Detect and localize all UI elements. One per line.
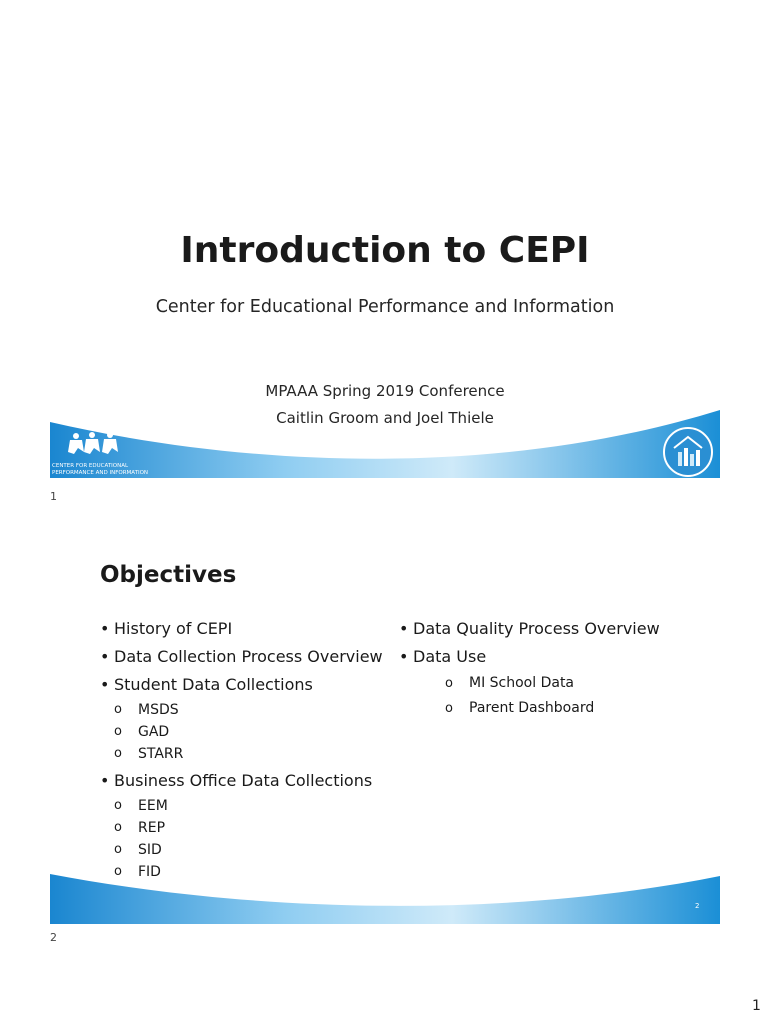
objective-label: History of CEPI <box>114 619 233 638</box>
objective-label: Student Data Collections <box>114 675 313 694</box>
objectives-right-list <box>399 615 660 721</box>
cepi-logo-icon <box>58 430 128 464</box>
slide2-footer-band <box>50 872 720 924</box>
list-item <box>100 671 383 765</box>
page-number: 1 <box>752 998 761 1014</box>
school-data-emblem-icon <box>662 426 714 478</box>
slide1-footer-band <box>50 408 720 480</box>
objective-label: Data Use <box>413 647 487 666</box>
conference-name: MPAAA Spring 2019 Conference <box>265 382 505 400</box>
sub-item: o STARR <box>100 743 383 765</box>
slide1-number: 1 <box>50 490 57 503</box>
sub-item: o REP <box>100 817 383 839</box>
cepi-logo-text <box>52 463 148 477</box>
sub-list <box>399 671 660 721</box>
sub-item: o SID <box>100 839 383 861</box>
objectives-left-list <box>100 615 383 883</box>
sub-item: o FID <box>100 861 383 883</box>
sub-item: o EEM <box>100 795 383 817</box>
sub-list <box>100 795 383 883</box>
list-item <box>100 643 383 671</box>
slide1-subtitle: Center for Educational Performance and Information <box>155 297 615 317</box>
sub-item: o Parent Dashboard <box>399 696 660 721</box>
logo-text-line1: CENTER FOR EDUCATIONAL <box>52 463 129 469</box>
list-item <box>100 615 383 643</box>
sub-item: o MI School Data <box>399 671 660 696</box>
sub-item: o MSDS <box>100 699 383 721</box>
list-item <box>100 767 383 883</box>
presenters: Caitlin Groom and Joel Thiele <box>276 409 494 427</box>
slide2-inner-number: 2 <box>695 902 700 910</box>
slide1-title: Introduction to CEPI <box>180 230 590 271</box>
objective-label: Business Office Data Collections <box>114 771 373 790</box>
list-item <box>399 615 660 643</box>
objective-label: Data Quality Process Overview <box>413 619 660 638</box>
logo-text-line2: PERFORMANCE AND INFORMATION <box>52 470 149 476</box>
sub-item: o GAD <box>100 721 383 743</box>
sub-list <box>100 699 383 765</box>
slide2-title: Objectives <box>100 562 237 588</box>
list-item <box>399 643 660 721</box>
objective-label: Data Collection Process Overview <box>114 647 383 666</box>
slide2-number: 2 <box>50 931 57 944</box>
